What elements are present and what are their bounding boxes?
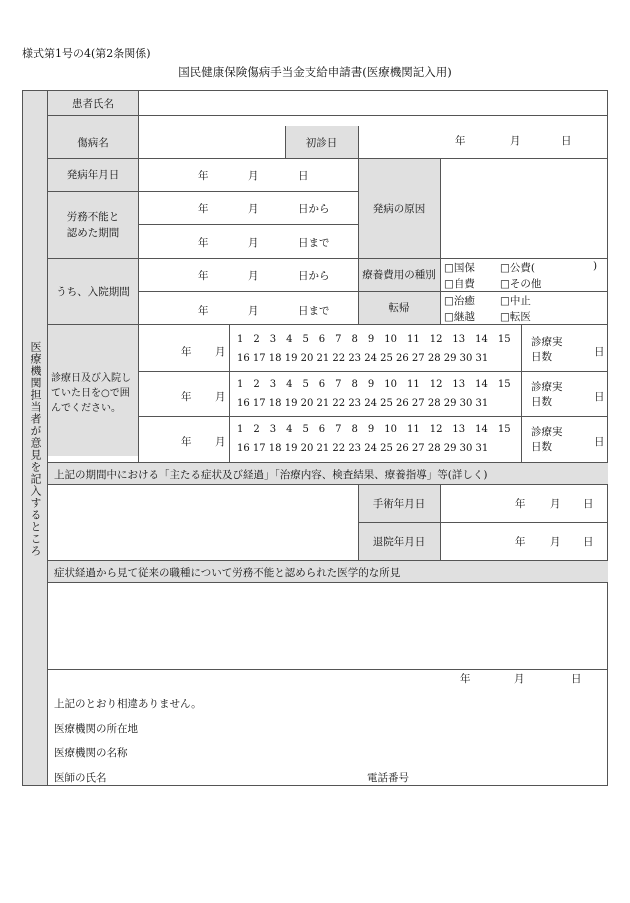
phone-label: 電話番号 <box>367 772 409 784</box>
outcome-continued[interactable]: □継越 <box>444 311 475 323</box>
cal2-actual-days: 診療実日数 <box>531 381 563 408</box>
certify-text: 上記のとおり相違ありません。 <box>54 698 202 710</box>
hospitalization-label: うち、入院期間 <box>56 285 130 298</box>
onset-day: 日 <box>298 170 309 182</box>
sign-month: 月 <box>514 673 525 685</box>
hosp-to-month: 月 <box>248 305 259 317</box>
onset-cause-label: 発病の原因 <box>372 202 426 215</box>
symptoms-header: 上記の期間中における「主たる症状及び経過」「治療内容、検査結果、療養指導」等(詳しく) <box>54 469 488 481</box>
cal3-days-1[interactable]: 1 2 3 4 5 6 7 8 9 10 11 12 13 14 15 <box>237 424 511 435</box>
cal3-year: 年 <box>181 436 192 448</box>
surgery-day: 日 <box>583 498 594 510</box>
disease-name-field[interactable] <box>138 126 285 158</box>
cal3-day-unit: 日 <box>594 436 605 448</box>
discharge-day: 日 <box>583 536 594 548</box>
cost-option-kohi-close: ) <box>593 260 598 272</box>
first-visit-day: 日 <box>561 135 572 147</box>
cost-option-other[interactable]: □その他 <box>500 278 542 290</box>
cal2-month: 月 <box>215 391 226 403</box>
doctor-name-label: 医師の氏名 <box>54 772 107 784</box>
sign-day: 日 <box>571 673 582 685</box>
first-visit-year: 年 <box>455 135 466 147</box>
form-number: 様式第1号の4(第2条関係) <box>22 47 151 60</box>
cal1-month: 月 <box>215 346 226 358</box>
disease-name-label: 傷病名 <box>77 136 109 149</box>
outcome-label: 転帰 <box>388 302 410 314</box>
incap-from-year: 年 <box>198 203 209 215</box>
patient-name-label: 患者氏名 <box>72 97 114 110</box>
onset-date-label: 発病年月日 <box>66 169 120 181</box>
cal1-year: 年 <box>181 346 192 358</box>
incap-from-month: 月 <box>248 203 259 215</box>
first-visit-month: 月 <box>510 135 521 147</box>
side-label-column <box>23 91 48 785</box>
facility-address-label: 医療機関の所在地 <box>54 723 138 735</box>
cost-option-jihi[interactable]: □自費 <box>444 278 475 290</box>
cal2-day-unit: 日 <box>594 391 605 403</box>
incap-to-month: 月 <box>248 237 259 249</box>
hosp-from-month: 月 <box>248 270 259 282</box>
outcome-transferred[interactable]: □転医 <box>500 311 531 323</box>
form-title: 国民健康保険傷病手当金支給申請書(医療機関記入用) <box>178 65 452 79</box>
surgery-year: 年 <box>515 498 526 510</box>
hosp-from-day: 日から <box>298 270 330 282</box>
onset-year: 年 <box>198 170 209 182</box>
treatment-days-label: 診療日及び入院していた日を○で囲んでください。 <box>51 373 131 414</box>
sign-year: 年 <box>460 673 471 685</box>
cal1-days-2[interactable]: 16 17 18 19 20 21 22 23 24 25 26 27 28 29 30 31 <box>237 353 489 364</box>
cal3-days-2[interactable]: 16 17 18 19 20 21 22 23 24 25 26 27 28 29 30 31 <box>237 443 489 454</box>
medical-opinion-field[interactable] <box>48 582 608 669</box>
incap-to-year: 年 <box>198 237 209 249</box>
surgery-month: 月 <box>550 498 561 510</box>
hosp-to-year: 年 <box>198 305 209 317</box>
incap-to-day: 日まで <box>298 237 330 249</box>
side-label: 医療機関担当者が意見を記入するところ <box>29 341 42 557</box>
facility-name-label: 医療機関の名称 <box>54 747 128 759</box>
cal1-days-1[interactable]: 1 2 3 4 5 6 7 8 9 10 11 12 13 14 15 <box>237 334 511 345</box>
discharge-year: 年 <box>515 536 526 548</box>
cal2-days-1[interactable]: 1 2 3 4 5 6 7 8 9 10 11 12 13 14 15 <box>237 379 511 390</box>
cost-option-kohi[interactable]: □公費( <box>500 262 536 274</box>
patient-name-field[interactable] <box>138 91 608 115</box>
cal2-year: 年 <box>181 391 192 403</box>
form-table <box>22 90 608 786</box>
cal3-month: 月 <box>215 436 226 448</box>
symptoms-field[interactable] <box>48 484 358 560</box>
hosp-to-day: 日まで <box>298 305 330 317</box>
onset-month: 月 <box>248 170 259 182</box>
cost-option-kokuho[interactable]: □国保 <box>444 262 475 274</box>
outcome-cured[interactable]: □治癒 <box>444 295 475 307</box>
medical-opinion-header: 症状経過から見て従来の職種について労務不能と認められた医学的な所見 <box>54 567 401 579</box>
discharge-month: 月 <box>550 536 561 548</box>
cal1-day-unit: 日 <box>594 346 605 358</box>
outcome-stopped[interactable]: □中止 <box>500 295 531 307</box>
surgery-date-label: 手術年月日 <box>372 497 426 510</box>
cost-type-label: 療養費用の種別 <box>362 269 436 281</box>
onset-cause-field[interactable] <box>440 158 608 258</box>
incapacity-label: 労務不能と認めた期間 <box>66 210 120 239</box>
cal1-actual-days: 診療実日数 <box>531 336 563 363</box>
first-visit-label: 初診日 <box>305 136 338 149</box>
incap-from-day: 日から <box>298 203 330 215</box>
cal2-days-2[interactable]: 16 17 18 19 20 21 22 23 24 25 26 27 28 29 30 31 <box>237 398 489 409</box>
cal3-actual-days: 診療実日数 <box>531 426 563 453</box>
discharge-date-label: 退院年月日 <box>372 535 426 548</box>
hosp-from-year: 年 <box>198 270 209 282</box>
